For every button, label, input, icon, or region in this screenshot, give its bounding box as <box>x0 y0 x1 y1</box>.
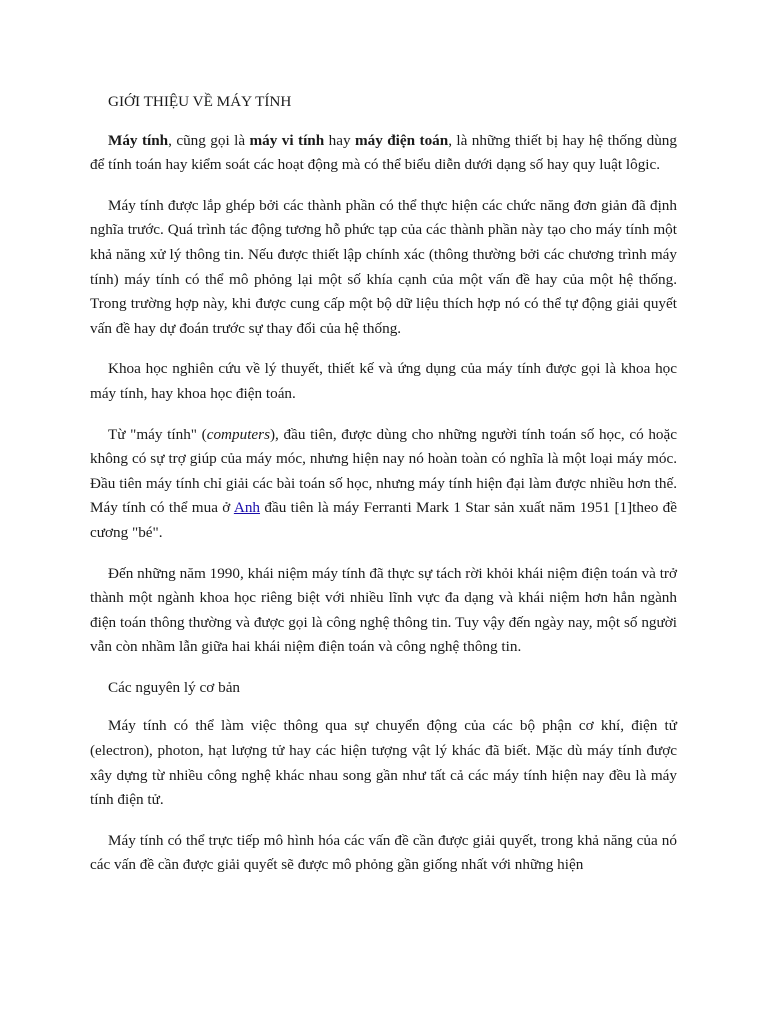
paragraph-2: Máy tính được lắp ghép bởi các thành phần có thể thực hiện các chức năng đơn giản đã định nghĩa trước. Quá trình tác động tương hỗ phức tạp của các thành phần này tạo cho máy tính một khả năng xử lý thông tin. Nếu được thiết lập chính xác (thông thường bởi các chương trình máy tính) máy tính có thể mô phỏng lại một số khía cạnh của một vấn đề hay của một hệ thống. Trong trường hợp này, khi được cung cấp một bộ dữ liệu thích hợp nó có thể tự động giải quyết vấn đề hay dự đoán trước sự thay đổi của hệ thống. <box>90 196 677 337</box>
paragraph-1: Máy tính, cũng gọi là máy vi tính hay máy điện toán, là những thiết bị hay hệ thống dùng để tính toán hay kiểm soát các hoạt động mà có thể biểu diễn dưới dạng số hay quy luật lôgic. <box>90 131 677 174</box>
paragraph-5: Đến những năm 1990, khái niệm máy tính đã thực sự tách rời khỏi khái niệm điện toán và trở thành một ngành khoa học riêng biệt với nhiều lĩnh vực đa dạng và khái niệm hơn hẳn ngành điện toán thông thường và được gọi là công nghệ thông tin. Tuy vậy đến ngày nay, một số người vẫn còn nhầm lẫn giữa hai khái niệm điện toán và công nghệ thông tin. <box>90 564 677 656</box>
anh-link[interactable]: Anh <box>233 499 261 517</box>
document-page <box>90 90 677 894</box>
paragraph-7: Máy tính có thể trực tiếp mô hình hóa các vấn đề cần được giải quyết, trong khả năng của nó các vấn đề cần được giải quyết sẽ được mô phỏng gần giống nhất với những hiện <box>90 831 677 874</box>
term-may-tinh: Máy tính <box>108 131 169 149</box>
page-title: GIỚI THIỆU VỀ MÁY TÍNH <box>108 93 292 110</box>
term-may-dien-toan: máy điện toán <box>354 131 449 149</box>
term-may-vi-tinh: máy vi tính <box>249 131 325 149</box>
term-computers: computers <box>206 425 270 443</box>
paragraph-6: Máy tính có thể làm việc thông qua sự chuyển động của các bộ phận cơ khí, điện tử (electron), photon, hạt lượng tử hay các hiện tượng vật lý khác đã biết. Mặc dù máy tính được xây dựng từ nhiều công nghệ khác nhau song gần như tất cả các máy tính hiện nay đều là máy tính điện tử. <box>90 717 677 809</box>
section-heading: Các nguyên lý cơ bản <box>108 678 241 696</box>
paragraph-4: Từ "máy tính" (computers), đầu tiên, được dùng cho những người tính toán số học, có hoặc không có sự trợ giúp của máy móc, nhưng hiện nay nó hoàn toàn có nghĩa là một loại máy móc. Đầu tiên máy tính chỉ giải các bài toán số học, nhưng máy tính hiện đại làm được nhiều hơn thế. Máy tính có thể mua ở Anh đầu tiên là máy Ferranti Mark 1 Star sản xuất năm 1951 [1]theo đề cương "bé". <box>90 425 677 541</box>
paragraph-3: Khoa học nghiên cứu về lý thuyết, thiết kế và ứng dụng của máy tính được gọi là khoa học máy tính, hay khoa học điện toán. <box>90 360 677 402</box>
